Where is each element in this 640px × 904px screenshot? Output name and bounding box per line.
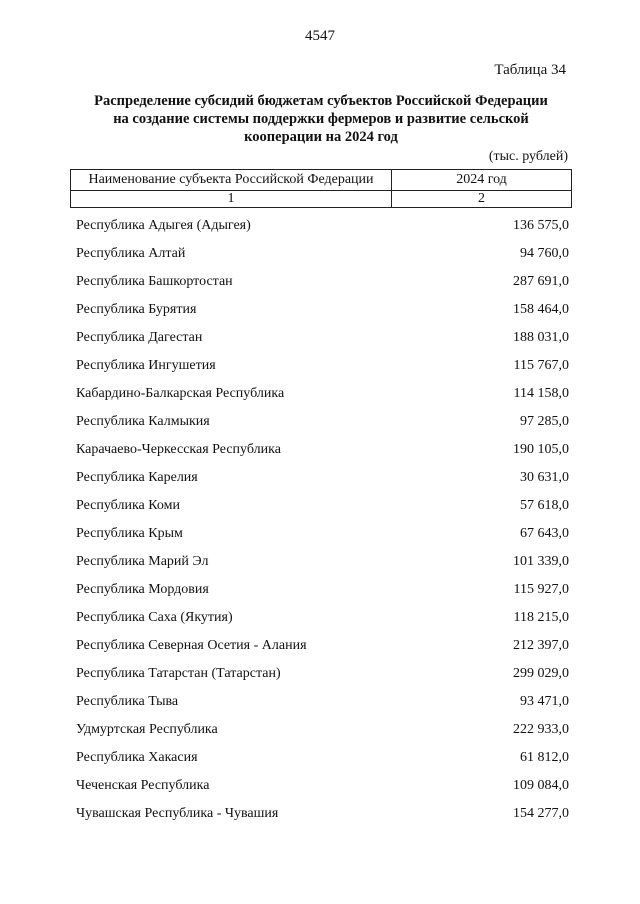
table-row bbox=[76, 268, 569, 296]
title-line: кооперации на 2024 год bbox=[244, 129, 398, 145]
subject-name: Удмуртская Республика bbox=[76, 722, 218, 737]
subject-name: Республика Адыгея (Адыгея) bbox=[76, 218, 251, 233]
table-body bbox=[76, 212, 569, 828]
table-row bbox=[76, 548, 569, 576]
table-row bbox=[76, 520, 569, 548]
table-row bbox=[76, 632, 569, 660]
subsidy-value: 30 631,0 bbox=[520, 470, 569, 485]
table-label: Таблица 34 bbox=[494, 62, 566, 78]
subsidy-value: 109 084,0 bbox=[513, 778, 569, 793]
subsidy-value: 287 691,0 bbox=[513, 274, 569, 289]
subsidy-value: 93 471,0 bbox=[520, 694, 569, 709]
subsidy-value: 101 339,0 bbox=[513, 554, 569, 569]
subsidy-value: 222 933,0 bbox=[513, 722, 569, 737]
subsidy-value: 118 215,0 bbox=[513, 610, 569, 625]
subject-name: Республика Татарстан (Татарстан) bbox=[76, 666, 281, 681]
subsidy-value: 299 029,0 bbox=[513, 666, 569, 681]
table-row bbox=[76, 352, 569, 380]
subject-name: Республика Карелия bbox=[76, 470, 198, 485]
subsidy-value: 57 618,0 bbox=[520, 498, 569, 513]
table-header bbox=[70, 169, 572, 208]
column-header-year: 2024 год bbox=[392, 170, 572, 191]
table-row bbox=[76, 800, 569, 828]
table-row bbox=[76, 576, 569, 604]
subject-name: Кабардино-Балкарская Республика bbox=[76, 386, 285, 401]
table-row bbox=[76, 772, 569, 800]
subject-name: Республика Ингушетия bbox=[76, 358, 216, 373]
title-line: на создание системы поддержки фермеров и развитие сельской bbox=[113, 111, 529, 127]
subsidy-value: 115 927,0 bbox=[513, 582, 569, 597]
subsidy-value: 94 760,0 bbox=[520, 246, 569, 261]
subject-name: Республика Северная Осетия - Алания bbox=[76, 638, 307, 653]
document-title bbox=[70, 92, 572, 146]
subject-name: Республика Хакасия bbox=[76, 750, 198, 765]
table-row bbox=[76, 716, 569, 744]
table-row bbox=[76, 408, 569, 436]
subsidy-value: 158 464,0 bbox=[513, 302, 569, 317]
subsidy-value: 97 285,0 bbox=[520, 414, 569, 429]
subject-name: Карачаево-Черкесская Республика bbox=[76, 442, 281, 457]
column-number-2: 2 bbox=[392, 191, 572, 208]
subsidy-value: 212 397,0 bbox=[513, 638, 569, 653]
subject-name: Республика Коми bbox=[76, 498, 180, 513]
title-line: Распределение субсидий бюджетам субъектов Российской Федерации bbox=[94, 93, 548, 109]
subsidy-value: 61 812,0 bbox=[520, 750, 569, 765]
subject-name: Республика Башкортостан bbox=[76, 274, 233, 289]
subsidy-value: 67 643,0 bbox=[520, 526, 569, 541]
subject-name: Чеченская Республика bbox=[76, 778, 210, 793]
table-row bbox=[76, 464, 569, 492]
subject-name: Республика Алтай bbox=[76, 246, 186, 261]
subsidy-value: 190 105,0 bbox=[513, 442, 569, 457]
table-row bbox=[76, 324, 569, 352]
subsidy-value: 115 767,0 bbox=[513, 358, 569, 373]
subject-name: Республика Калмыкия bbox=[76, 414, 210, 429]
subject-name: Республика Марий Эл bbox=[76, 554, 209, 569]
unit-label: (тыс. рублей) bbox=[488, 149, 568, 164]
subject-name: Республика Бурятия bbox=[76, 302, 197, 317]
table-row bbox=[76, 240, 569, 268]
column-header-subject: Наименование субъекта Российской Федерации bbox=[71, 170, 392, 191]
subject-name: Чувашская Республика - Чувашия bbox=[76, 806, 279, 821]
subsidy-value: 154 277,0 bbox=[513, 806, 569, 821]
table-row bbox=[76, 660, 569, 688]
page-number: 4547 bbox=[305, 28, 335, 44]
subject-name: Республика Дагестан bbox=[76, 330, 203, 345]
subject-name: Республика Крым bbox=[76, 526, 183, 541]
table-row bbox=[76, 492, 569, 520]
table-row bbox=[76, 380, 569, 408]
table-row bbox=[76, 744, 569, 772]
subject-name: Республика Саха (Якутия) bbox=[76, 610, 233, 625]
table-row bbox=[76, 212, 569, 240]
table-row bbox=[76, 296, 569, 324]
subject-name: Республика Мордовия bbox=[76, 582, 209, 597]
column-number-1: 1 bbox=[71, 191, 392, 208]
table-row bbox=[76, 436, 569, 464]
subsidy-value: 114 158,0 bbox=[513, 386, 569, 401]
subject-name: Республика Тыва bbox=[76, 694, 179, 709]
table-row bbox=[76, 604, 569, 632]
subsidy-value: 188 031,0 bbox=[513, 330, 569, 345]
table-row bbox=[76, 688, 569, 716]
subsidy-value: 136 575,0 bbox=[513, 218, 569, 233]
